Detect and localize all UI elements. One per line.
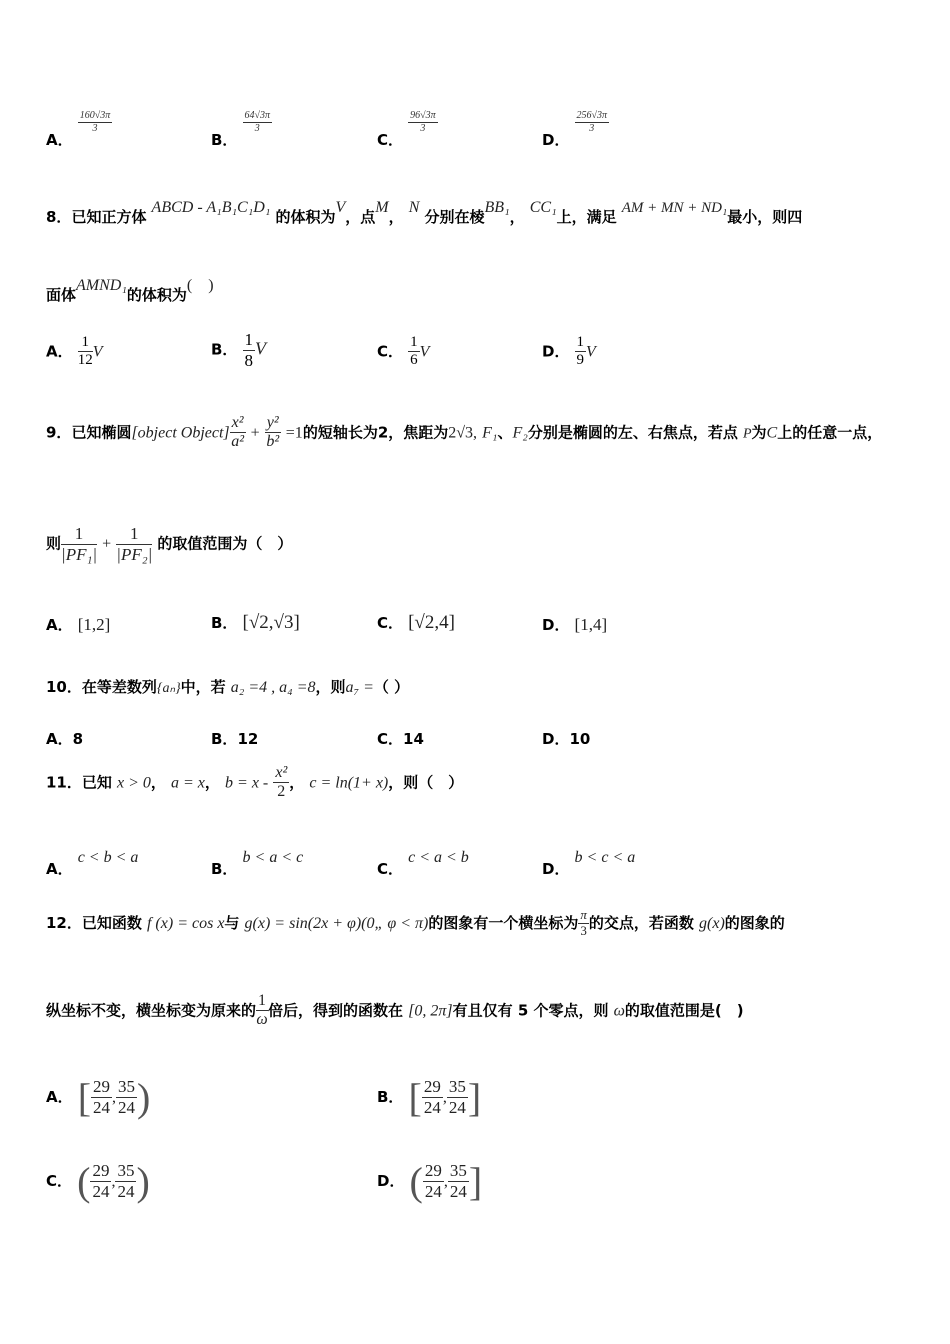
q10-option-a[interactable]: A．8 — [46, 730, 84, 748]
q7-option-d[interactable]: D． $\frac{256√3\pi}{3}$ — [542, 110, 608, 149]
q12-option-d[interactable]: D． ( $\frac{29}{24}$ , $\frac{35}{24}$ ] — [377, 1159, 483, 1204]
q11-option-c[interactable]: C． c < a < b — [377, 849, 469, 878]
q12-option-b[interactable]: B． [ $\frac{29}{24}$ , $\frac{35}{24}$ ] — [377, 1075, 482, 1120]
q12-option-c[interactable]: C． ( $\frac{29}{24}$ , $\frac{35}{24}$ ) — [46, 1159, 150, 1204]
q10-stem: 10．在等差数列{aₙ}中，若 a₂ =4 , a₄ =8，则a₇ =（ ） — [46, 678, 410, 696]
q11-stem: 11．已知 x > 0， a = x， b = x - $\frac{\text{x²}}{2}$ ， c = ln(1+ x)，则（ ） — [46, 764, 464, 801]
q9-option-d[interactable]: D． [1,4] — [542, 615, 608, 634]
q11-option-a[interactable]: A． c < b < a — [46, 849, 139, 878]
q10-option-b[interactable]: B．12 — [211, 730, 259, 748]
q12-option-a[interactable]: A． [ $\frac{29}{24}$ , $\frac{35}{24}$ ) — [46, 1075, 151, 1120]
q9-stem-line1: 9．已知椭圆[object Object] $\frac{\text{x²}}{\text{a²}}$ + $\frac{\text{y²}}{\text{b²}}$ =1的短轴长为2，焦距为2√3, F₁、F₂分别是椭圆的左、右焦点，若点 P为C上的任意一点， — [46, 414, 883, 451]
q7-option-b[interactable]: B． $\frac{64√3\pi}{3}$ — [211, 110, 271, 149]
q8-option-d[interactable]: D． $\frac{1}{9}$ V — [542, 334, 596, 369]
q11-option-b[interactable]: B． b < a < c — [211, 849, 304, 878]
q9-option-a[interactable]: A． [1,2] — [46, 615, 111, 634]
q12-stem-line1: 12．已知函数 f (x) = cos x与 g(x) = sin(2x + φ)(0„ φ < π)的图象有一个横坐标为 $\frac{\pi}{3}$ 的交点，若函数 g(x)的图象的 — [46, 907, 785, 938]
q8-option-a[interactable]: A． $\frac{1}{12}$ V — [46, 334, 103, 369]
q8-option-b[interactable]: B． $\frac{1}{8}$ V — [211, 330, 267, 370]
q8-stem-line2: 面体AMND₁的体积为( ) — [46, 277, 214, 304]
q9-option-c[interactable]: C． [√2,4] — [377, 612, 455, 633]
q7-option-a[interactable]: A． $\frac{160√3\pi}{3}$ — [46, 110, 111, 149]
q12-stem-line2: 纵坐标不变，横坐标变为原来的 $\frac{1}{\omega}$ 倍后，得到的函数在 [0, 2π]有且仅有 5 个零点，则 ω的取值范围是( ) — [46, 992, 744, 1029]
q7-c-fraction: $\frac{96√3\pi}{3}$ — [410, 110, 436, 134]
q10-option-d[interactable]: D．10 — [542, 730, 591, 748]
q10-option-c[interactable]: C．14 — [377, 730, 424, 748]
q7-d-fraction: $\frac{256√3\pi}{3}$ — [576, 110, 608, 134]
q7-a-fraction: $\frac{160√3\pi}{3}$ — [79, 110, 111, 134]
q9-option-b[interactable]: B． [√2,√3] — [211, 612, 300, 633]
q8-option-c[interactable]: C． $\frac{1}{6}$ V — [377, 334, 430, 369]
q11-option-d[interactable]: D． b < c < a — [542, 849, 636, 878]
q7-option-c[interactable]: C． $\frac{96√3\pi}{3}$ — [377, 110, 436, 149]
q8-stem-line1: 8．已知正方体 ABCD - A₁B₁C₁D₁ 的体积为V，点M， N 分别在棱BB₁， CC₁上，满足 AM + MN + ND₁最小，则四 — [46, 199, 803, 226]
q7-b-fraction: $\frac{64√3\pi}{3}$ — [244, 110, 271, 134]
q9-stem-line2: 则 $\frac{1}{\text{|PF₁|}}$ + $\frac{1}{\text{|PF₂|}}$ 的取值范围为（ ） — [46, 524, 293, 564]
